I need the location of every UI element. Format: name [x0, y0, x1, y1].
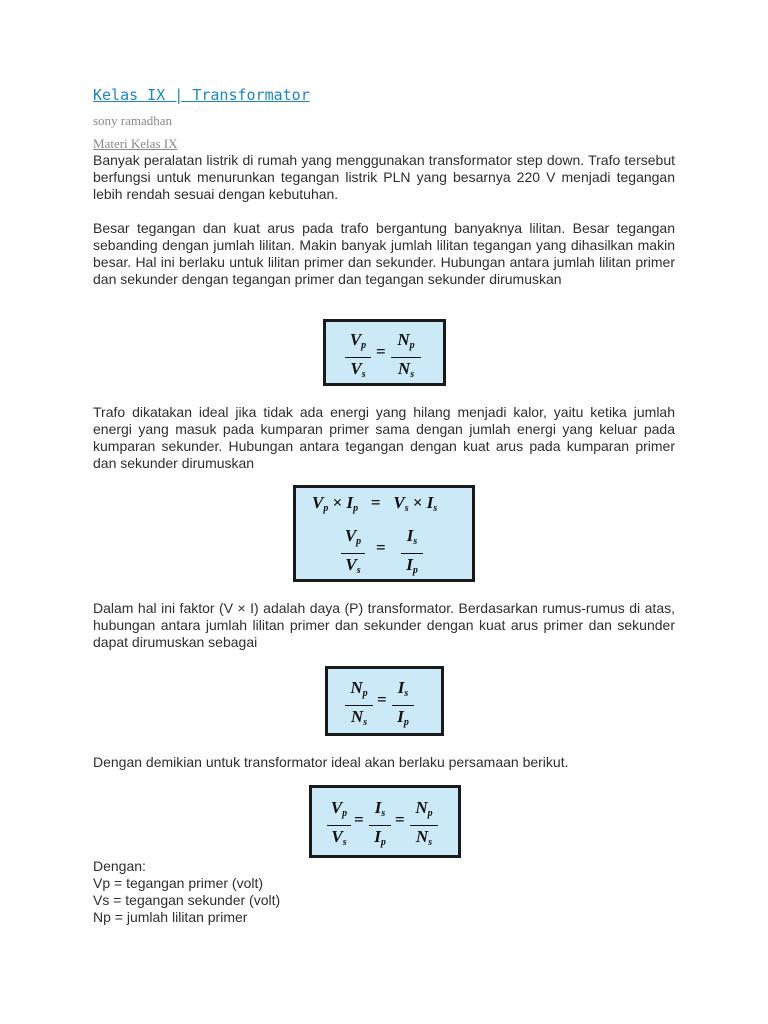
formula-ideal-transformer	[309, 785, 461, 858]
definition-np: Np = jumlah lilitan primer	[93, 909, 248, 925]
fraction-np-ns: $N_p$ $N_s$	[390, 329, 422, 386]
formula-windings-current	[325, 666, 444, 736]
fraction-vp-vs: $V_p$ $V_s$	[344, 329, 372, 386]
fraction-np-ns: $N_p$ $N_s$	[409, 797, 439, 854]
power-product-row: $V_p \times I_p$ = $V_s \times I_s$	[312, 493, 438, 514]
formula-voltage-windings	[323, 319, 446, 386]
equals-sign: =	[376, 342, 386, 361]
paragraph-ideal-equation: Dengan demikian untuk transformator ideal akan berlaku persamaan berikut.	[93, 754, 569, 770]
paragraph-ideal-transformer: Trafo dikatakan ideal jika tidak ada energi yang hilang menjadi kalor, yaitu ketika jumlah energi yang masuk pada kumparan primer sama dengan jumlah energi yang keluar pada kumparan sekunder. Hubungan antara tegangan dengan kuat arus pada kumparan primer dan sekunder dirumuskan	[93, 404, 675, 471]
fraction-np-ns: $N_p$ $N_s$	[344, 677, 374, 734]
fraction-is-ip: $I_s$ $I_p$	[391, 677, 415, 734]
fraction-is-ip: $I_s$ $I_p$	[400, 525, 424, 582]
equals-sign: =	[376, 538, 386, 557]
paragraph-power-factor: Dalam hal ini faktor (V × I) adalah daya (P) transformator. Berdasarkan rumus-rumus di atas, hubungan antara jumlah lilitan primer dan sekunder dengan kuat arus primer dan sekunder dapat dirumuskan sebagai	[93, 600, 675, 650]
fraction-vp-vs: $V_p$ $V_s$	[326, 797, 352, 854]
definition-vs: Vs = tegangan sekunder (volt)	[93, 892, 281, 908]
fraction-vp-vs: $V_p$ $V_s$	[340, 525, 366, 582]
formula-power-balance	[293, 485, 475, 582]
fraction-is-ip: $I_s$ $I_p$	[368, 797, 392, 854]
author-name: sony ramadhan	[93, 113, 173, 128]
equals-sign: =	[395, 810, 405, 829]
category-link[interactable]: Materi Kelas IX	[93, 136, 178, 151]
definition-vp: Vp = tegangan primer (volt)	[93, 875, 264, 891]
paragraph-intro: Banyak peralatan listrik di rumah yang menggunakan transformator step down. Trafo tersebut berfungsi untuk menurunkan tegangan listrik PLN yang besarnya 220 V menjadi tegangan lebih rendah sesuai dengan kebutuhan.	[93, 152, 675, 202]
definitions-intro: Dengan:	[93, 858, 146, 874]
equals-sign: =	[354, 810, 364, 829]
post-title-link[interactable]: Kelas IX | Transformator	[93, 86, 310, 104]
definitions-list	[93, 858, 675, 926]
paragraph-windings: Besar tegangan dan kuat arus pada trafo bergantung banyaknya lilitan. Besar tegangan sebanding dengan jumlah lilitan. Makin banyak jumlah lilitan tegangan yang dihasilkan makin besar. Hal ini berlaku untuk lilitan primer dan sekunder. Hubungan antara jumlah lilitan primer dan sekunder dengan tegangan primer dan tegangan sekunder dirumuskan	[93, 220, 675, 287]
equals-sign: =	[377, 690, 387, 709]
